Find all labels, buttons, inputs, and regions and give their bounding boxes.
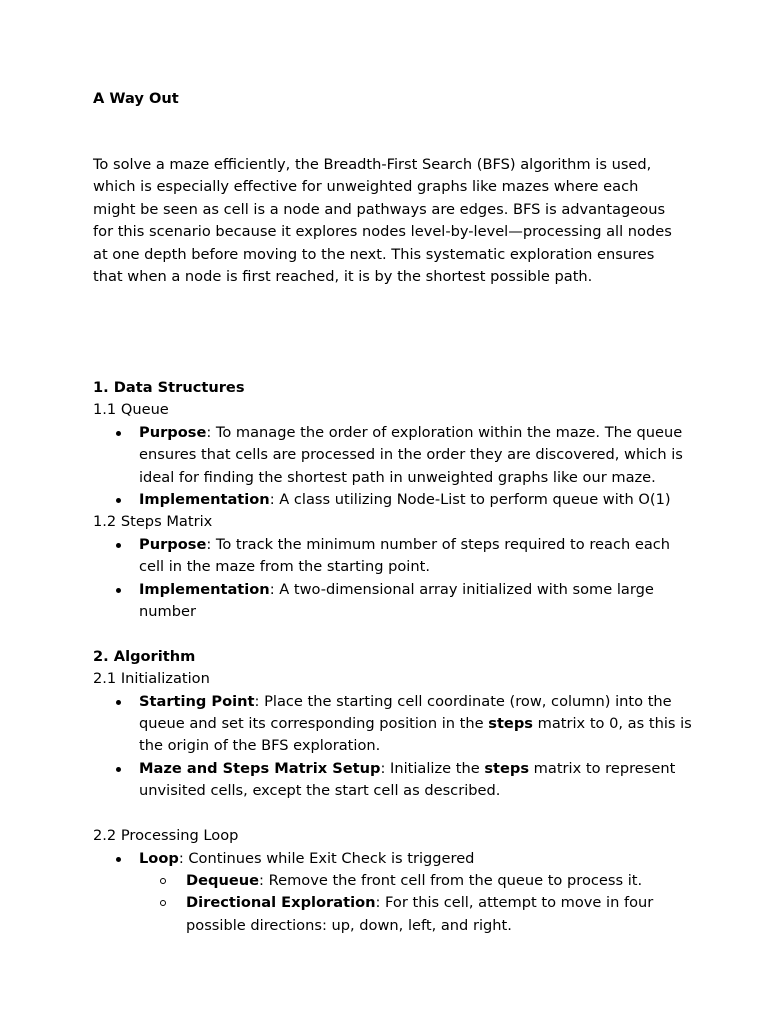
bullet-text: : Continues while Exit Check is triggered [178,849,475,867]
init-bullet-list [93,691,693,803]
list-item [93,422,693,489]
list-item [93,758,693,803]
bullet-text: matrix to 0, as this is the origin of the BFS exploration. [139,715,692,755]
bullet-label: Maze and Steps Matrix Setup [139,759,381,777]
bullet-text: : Initialize the [380,759,485,777]
document-title: A Way Out [93,90,179,107]
loop-sub-list [139,870,693,937]
steps-bullet-list [93,534,693,624]
bullet-bold-term: steps [488,715,533,733]
bullet-label: Directional Exploration [186,894,376,912]
intro-paragraph: To solve a maze efficiently, the Breadth-First Search (BFS) algorithm is used, which is especially effective for unweighted graphs like mazes where each might be seen as cell is a node and pathways are edges. BFS is advantageous for this scenario because it explores nodes level-by-level—processing all nodes at one depth before moving to the next. This systematic exploration ensures that when a node is first reached, it is by the shortest possible path. [93,156,672,286]
bullet-text: : To manage the order of exploration within the maze. The queue ensures that cells are processed in the order they are discovered, which is ideal for finding the shortest path in unweighted graphs like our maze. [139,423,683,486]
bullet-label: Implementation [139,491,270,509]
section-heading-data-structures: 1. Data Structures [93,379,245,396]
queue-bullet-list [93,422,693,512]
bullet-label: Purpose [139,423,207,441]
spacer [93,623,693,645]
list-item [93,848,693,938]
subsection-heading-initialization: 2.1 Initialization [93,670,210,688]
subsection-heading-queue: 1.1 Queue [93,401,169,419]
document-body [93,377,693,937]
bullet-text: : Place the starting cell coordinate (row, column) into the queue and set its corresponding position in the [139,692,672,733]
bullet-text: : A two-dimensional array initialized with some large number [139,580,654,621]
subsection-heading-processing-loop: 2.2 Processing Loop [93,827,239,845]
list-item [93,489,693,511]
loop-bullet-list [93,848,693,938]
bullet-bold-term: steps [484,759,530,777]
bullet-text: : Remove the front cell from the queue to process it. [259,871,643,889]
bullet-text: : To track the minimum number of steps required to reach each cell in the maze from the starting point. [139,535,671,576]
bullet-text: matrix to represent unvisited cells, except the start cell as described. [139,759,676,800]
list-item [93,691,693,758]
bullet-text: : A class utilizing Node-List to perform queue with O(1) [269,491,671,509]
list-item [93,579,693,624]
bullet-label: Dequeue [186,871,260,889]
bullet-text: : For this cell, attempt to move in four possible directions: up, down, left, and right. [186,894,654,934]
bullet-label: Starting Point [139,692,255,710]
section-heading-algorithm: 2. Algorithm [93,647,196,665]
spacer [93,803,693,825]
sub-list-item [139,870,693,892]
bullet-label: Loop [139,849,179,867]
list-item [93,534,693,579]
bullet-label: Implementation [139,580,270,598]
subsection-heading-steps-matrix: 1.2 Steps Matrix [93,513,213,531]
bullet-label: Purpose [139,535,207,553]
sub-list-item [139,892,693,937]
